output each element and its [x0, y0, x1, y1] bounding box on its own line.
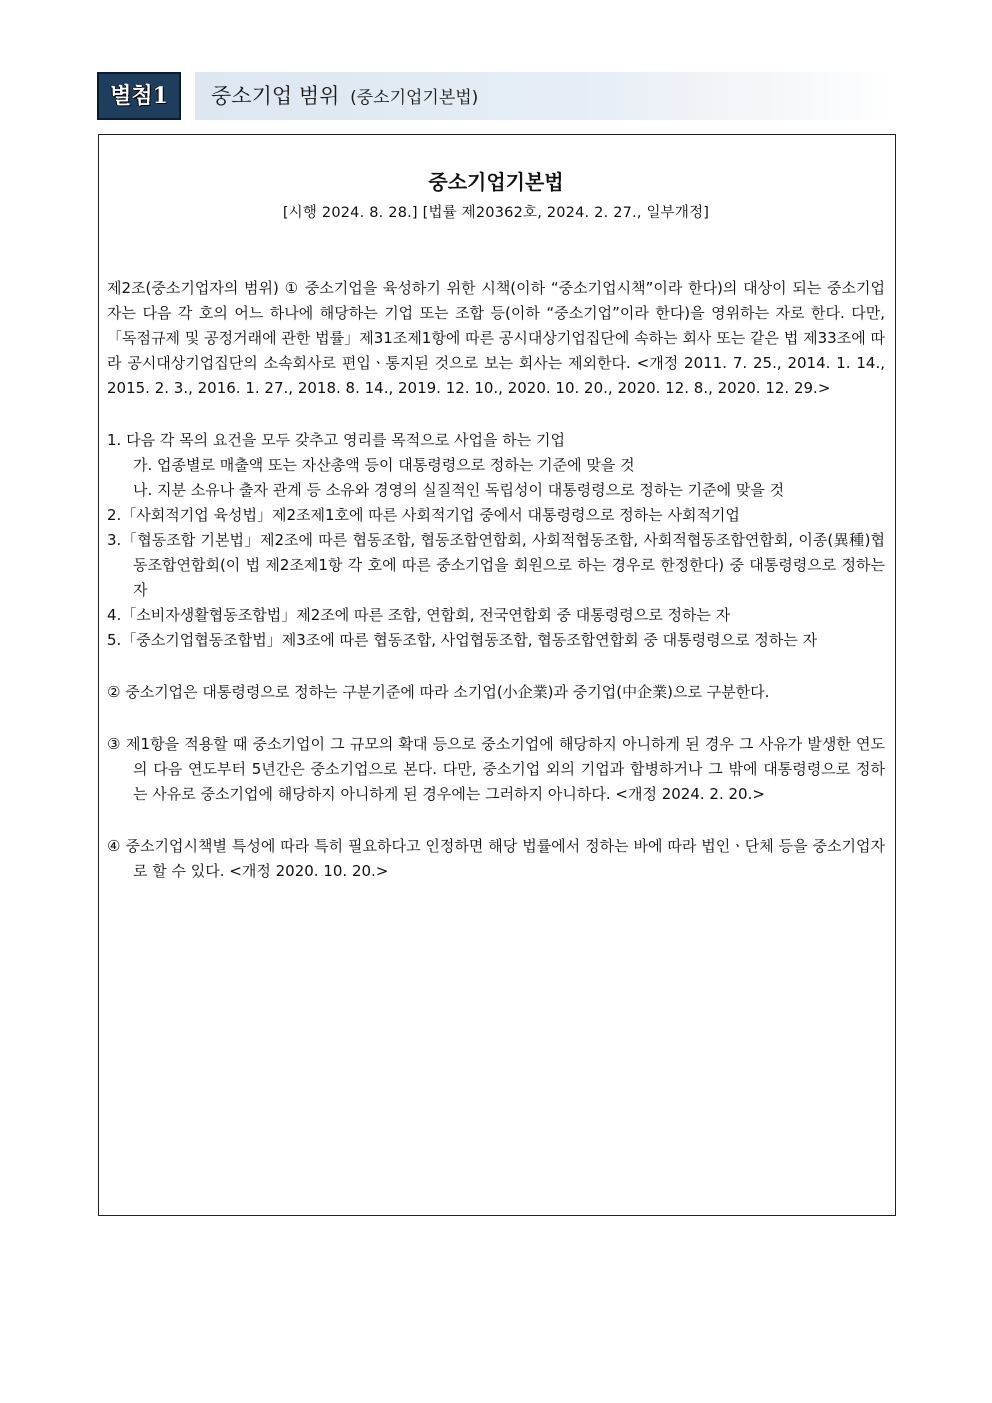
- sub-item-na: 나. 지분 소유나 출자 관계 등 소유와 경영의 실질적인 독립성이 대통령령으로 정하는 기준에 맞을 것: [133, 481, 785, 499]
- list-item-5: 5.「중소기업협동조합법」제3조에 따른 협동조합, 사업협동조합, 협동조합연합회 중 대통령령으로 정하는 자: [107, 631, 818, 649]
- sub-item-ga: 가. 업종별로 매출액 또는 자산총액 등이 대통령령으로 정하는 기준에 맞을 것: [133, 456, 635, 474]
- attachment-badge: 별첨1: [97, 72, 181, 120]
- list-item-3: 3.「협동조합 기본법」제2조에 따른 협동조합, 협동조합연합회, 사회적협동조합, 사회적협동조합연합회, 이종(異種)협동조합연합회(이 법 제2조제1항 각 호에 따른 중소기업을 회원으로 하는 경우로 한정한다) 중 대통령령으로 정하는 자: [107, 531, 885, 599]
- list-item-4: 4.「소비자생활협동조합법」제2조에 따른 조합, 연합회, 전국연합회 중 대통령령으로 정하는 자: [107, 606, 731, 624]
- header-title-bar: [195, 72, 895, 120]
- header-title-sub: (중소기업기본법): [350, 88, 479, 108]
- attachment-header: [97, 72, 897, 120]
- clause-2: ② 중소기업은 대통령령으로 정하는 구분기준에 따라 소기업(小企業)과 중기업(中企業)으로 구분한다.: [107, 683, 770, 701]
- list-item-2: 2.「사회적기업 육성법」제2조제1호에 따른 사회적기업 중에서 대통령령으로 정하는 사회적기업: [107, 506, 740, 524]
- law-title: 중소기업기본법: [428, 170, 564, 194]
- law-enforcement-info: [시행 2024. 8. 28.] [법률 제20362호, 2024. 2. 27., 일부개정]: [282, 205, 710, 221]
- law-article-content: [107, 276, 885, 884]
- clause-4: ④ 중소기업시책별 특성에 따라 특히 필요하다고 인정하면 해당 법률에서 정하는 바에 따라 법인ㆍ단체 등을 중소기업자로 할 수 있다. <개정 2020. 10. 20.>: [107, 837, 885, 880]
- list-item-1: 1. 다음 각 목의 요건을 모두 갖추고 영리를 목적으로 사업을 하는 기업: [107, 431, 565, 449]
- header-title-main: 중소기업 범위: [211, 84, 340, 108]
- header-title: [211, 72, 478, 122]
- article-2-paragraph-1: 제2조(중소기업자의 범위) ① 중소기업을 육성하기 위한 시책(이하 “중소기업시책”이라 한다)의 대상이 되는 중소기업자는 다음 각 호의 어느 하나에 해당하는 기업 또는 조합 등(이하 “중소기업”이라 한다)을 영위하는 자로 한다. 다만,「독점규제 및 공정거래에 관한 법률」제31조제1항에 따른 공시대상기업집단에 속하는 회사 또는 같은 법 제33조에 따라 공시대상기업집단의 소속회사로 편입ㆍ통지된 것으로 보는 회사는 제외한다. <개정 2011. 7. 25., 2014. 1. 14., 2015. 2. 3., 2016. 1. 27., 2018. 8. 14., 2019. 12. 10., 2020. 10. 20., 2020. 12. 8., 2020. 12. 29.>: [107, 279, 885, 397]
- clause-3: ③ 제1항을 적용할 때 중소기업이 그 규모의 확대 등으로 중소기업에 해당하지 아니하게 된 경우 그 사유가 발생한 연도의 다음 연도부터 5년간은 중소기업으로 본다. 다만, 중소기업 외의 기업과 합병하거나 그 밖에 대통령령으로 정하는 사유로 중소기업에 해당하지 아니하게 된 경우에는 그러하지 아니하다. <개정 2024. 2. 20.>: [107, 735, 885, 803]
